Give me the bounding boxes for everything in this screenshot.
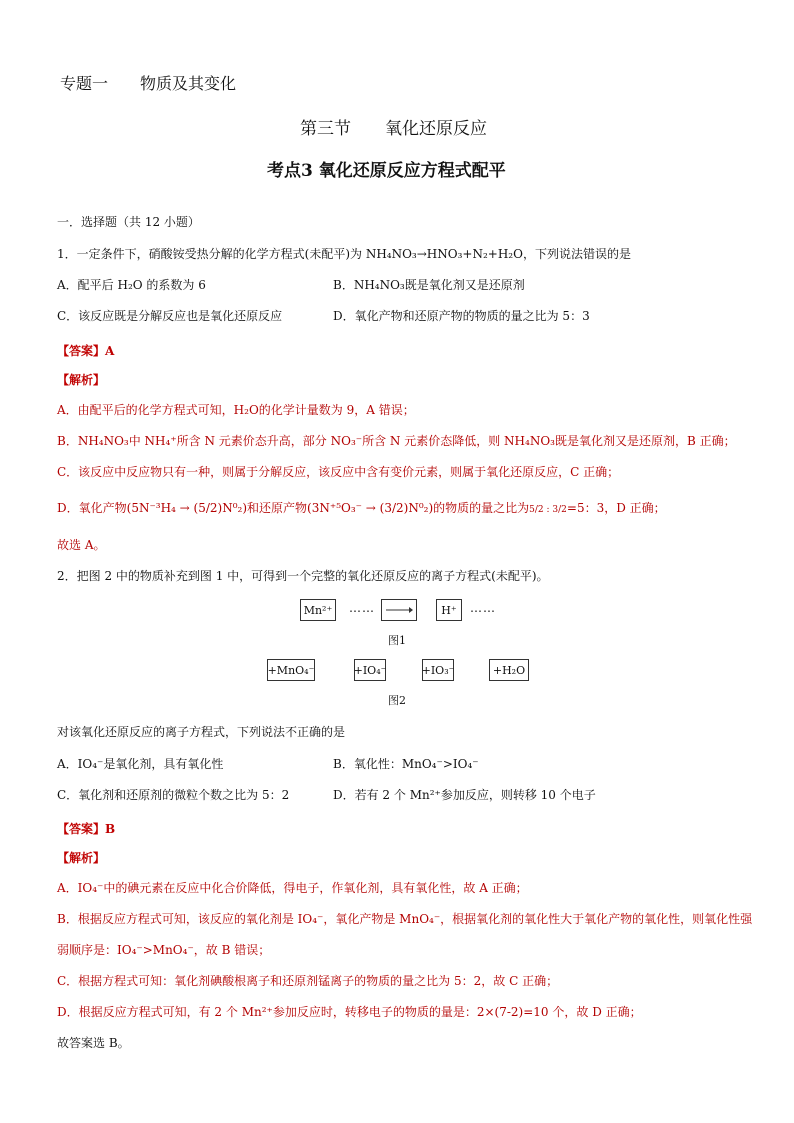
q2-option-a: A．IO₄⁻是氧化剂，具有氧化性 [57, 757, 224, 771]
answer-label: 【答案】 [57, 822, 106, 836]
answer-label: 【答案】 [57, 344, 106, 358]
q2-explanation-c: C．根据方程式可知：氧化剂碘酸根离子和还原剂锰离子的物质的量之比为 5：2，故 C 正确； [57, 974, 559, 988]
q2-stem: 2．把图 2 中的物质补充到图 1 中，可得到一个完整的氧化还原反应的离子方程式(未配平)。 [57, 569, 549, 583]
part-heading: 一．选择题（共 12 小题） [57, 215, 200, 229]
exp-d-mid: )和还原产物( [242, 501, 312, 515]
fig1-caption: 图1 [388, 634, 406, 647]
q1-explanation-c: C．该反应中反应物只有一种，则属于分解反应，该反应中含有变价元素，则属于氧化还原反应，C 正确； [57, 465, 620, 479]
fig1-mn-box: Mn²⁺ [300, 599, 336, 621]
exp-d-prefix: D．氧化产物( [57, 501, 132, 515]
q2-explanation-a: A．IO₄⁻中的碘元素在反应中化合价降低，得电子，作氧化剂，具有氧化性，故 A 正确； [57, 881, 528, 895]
fig2-item-mno4: +MnO₄⁻ [267, 659, 315, 681]
section-heading: 第三节 氧化还原反应 [300, 119, 487, 139]
analysis-label: 【解析】 [57, 851, 106, 865]
q1-option-d: D．氧化产物和还原产物的物质的量之比为 5：3 [333, 309, 590, 323]
q1-explanation-a: A．由配平后的化学方程式可知，H₂O的化学计量数为 9，A 错误； [57, 403, 415, 417]
exp-d-end: =5：3，D 正确； [566, 501, 666, 515]
arrow-icon [385, 606, 413, 614]
exp-d-post: )的物质的量之比为 [428, 501, 530, 515]
fig2-item-io4: +IO₄⁻ [354, 659, 386, 681]
q2-explanation-b2: 弱顺序是：IO₄⁻>MnO₄⁻，故 B 错误； [57, 943, 271, 957]
q1-conclusion: 故选 A。 [57, 538, 106, 552]
q2-option-d: D．若有 2 个 Mn²⁺参加反应，则转移 10 个电子 [333, 788, 596, 802]
kaodian-heading: 考点3 氧化还原反应方程式配平 [267, 161, 506, 181]
fig2-item-h2o: +H₂O [489, 659, 529, 681]
q1-option-b: B．NH₄NO₃既是氧化剂又是还原剂 [333, 278, 525, 292]
fig1-dots-2: …… [470, 601, 496, 615]
q1-stem: 1．一定条件下，硝酸铵受热分解的化学方程式(未配平)为 NH₄NO₃→HNO₃+N₂+H₂O，下列说法错误的是 [57, 247, 631, 261]
q2-explanation-b1: B．根据反应方程式可知，该反应的氧化剂是 IO₄⁻，氧化产物是 MnO₄⁻，根据氧化剂的氧化性大于氧化产物的氧化性，则氧化性强 [57, 912, 753, 926]
q1-answer-value: A [105, 344, 115, 358]
q2-option-b: B．氧化性：MnO₄⁻>IO₄⁻ [333, 757, 479, 771]
q2-conclusion: 故答案选 B。 [57, 1036, 130, 1050]
fig2-item-io3: +IO₃⁻ [422, 659, 454, 681]
q2-explanation-d: D．根据反应方程式可知，有 2 个 Mn²⁺参加反应时，转移电子的物质的量是：2×(7-2)=10 个，故 D 正确； [57, 1005, 642, 1019]
exp-d-ratio: 5/2 : 3/2 [529, 505, 567, 515]
q2-option-c: C．氧化剂和还原剂的微粒个数之比为 5：2 [57, 788, 290, 802]
q2-answer-line [57, 818, 115, 837]
fig1-h-box: H⁺ [436, 599, 462, 621]
fig1-dots-1: …… [349, 601, 375, 615]
analysis-label: 【解析】 [57, 373, 106, 387]
q1-explanation-d [57, 500, 666, 518]
q1-option-c: C．该反应既是分解反应也是氧化还原反应 [57, 309, 283, 323]
fig2-caption: 图2 [388, 694, 406, 707]
q1-explanation-b: B．NH₄NO₃中 NH₄⁺所含 N 元素价态升高，部分 NO₃⁻所含 N 元素价态降低，则 NH₄NO₃既是氧化剂又是还原剂，B 正确； [57, 434, 736, 448]
q1-option-a: A．配平后 H₂O 的系数为 6 [57, 278, 206, 292]
q1-answer-line [57, 340, 114, 359]
topic-heading: 专题一 物质及其变化 [60, 74, 237, 93]
fig1-arrow-box [381, 599, 417, 621]
q2-question: 对该氧化还原反应的离子方程式，下列说法不正确的是 [57, 725, 346, 739]
oxidation-product-formula: 5N⁻³H₄ → (5/2)N⁰₂ [131, 501, 243, 515]
reduction-product-formula: 3N⁺⁵O₃⁻ → (3/2)N⁰₂ [311, 501, 429, 515]
q2-answer-value: B [105, 822, 116, 836]
